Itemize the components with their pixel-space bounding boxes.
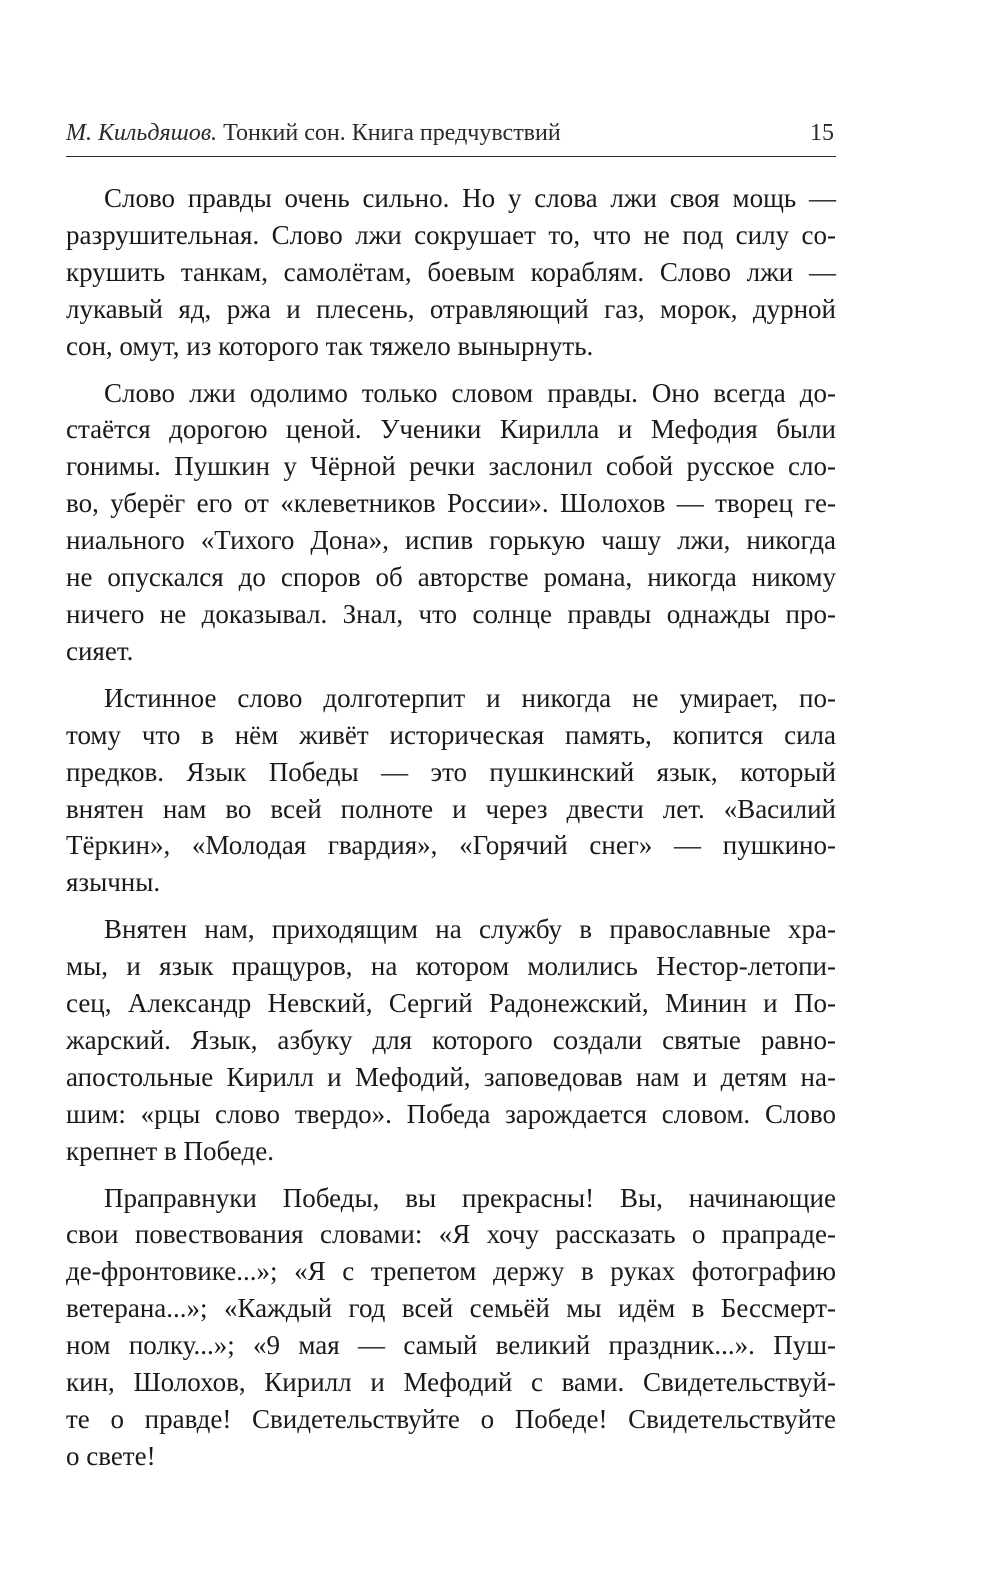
text-line: не опускался до споров об авторстве романа, никогда никому xyxy=(66,562,836,593)
text-line: крушить танкам, самолётам, боевым кораблям. Слово лжи — xyxy=(66,256,836,287)
text-line: сон, омут, из которого так тяжело вынырнуть. xyxy=(66,330,594,361)
running-head-author: М. Кильдяшов. xyxy=(66,120,218,146)
text-line: мы, и язык пращуров, на котором молились Нестор-летопи- xyxy=(66,951,836,982)
text-line: гонимы. Пушкин у Чёрной речки заслонил собой русское сло- xyxy=(66,451,836,482)
text-line: ниального «Тихого Дона», испив горькую чашу лжи, никогда xyxy=(66,525,836,556)
page-number: 15 xyxy=(810,120,834,146)
text-line: разрушительная. Слово лжи сокрушает то, что не под силу со- xyxy=(66,219,836,250)
text-line: де-фронтовике...»; «Я с трепетом держу в руках фотографию xyxy=(66,1256,836,1287)
text-line: Слово лжи одолимо только словом правды. Оно всегда до- xyxy=(104,377,836,408)
text-line: апостольные Кирилл и Мефодий, заповедовав нам и детям на- xyxy=(66,1061,836,1092)
text-line: кин, Шолохов, Кирилл и Мефодий с вами. Свидетельствуй- xyxy=(66,1367,836,1398)
running-head xyxy=(66,116,836,157)
text-line: ном полку...»; «9 мая — самый великий праздник...». Пуш- xyxy=(66,1330,836,1361)
text-line: те о правде! Свидетельствуйте о Победе! Свидетельствуйте xyxy=(66,1404,836,1434)
text-line: крепнет в Победе. xyxy=(66,1135,275,1166)
paragraph xyxy=(66,911,836,1169)
text-line: Праправнуки Победы, вы прекрасны! Вы, начинающие xyxy=(104,1182,836,1213)
paragraph xyxy=(66,375,836,670)
text-line: Тёркин», «Молодая гвардия», «Горячий снег» — пушкино- xyxy=(66,830,836,861)
text-line: предков. Язык Победы — это пушкинский язык, который xyxy=(66,756,836,787)
text-line: о свете! xyxy=(66,1440,156,1471)
text-line: лукавый яд, ржа и плесень, отравляющий газ, морок, дурной xyxy=(66,293,836,324)
text-line: стаётся дорогою ценой. Ученики Кирилла и Мефодия были xyxy=(66,414,836,445)
paragraph xyxy=(66,180,836,365)
text-line: Слово правды очень сильно. Но у слова лжи своя мощь — xyxy=(104,183,836,213)
text-line: сияет. xyxy=(66,635,134,666)
text-line: ветерана...»; «Каждый год всей семьёй мы идём в Бессмерт- xyxy=(66,1293,836,1324)
paragraph xyxy=(66,1180,836,1475)
text-line: Внятен нам, приходящим на службу в православные хра- xyxy=(104,914,836,945)
text-line: внятен нам во всей полноте и через двести лет. «Василий xyxy=(66,793,836,824)
text-line: ничего не доказывал. Знал, что солнце правды однажды про- xyxy=(66,598,836,629)
body-text xyxy=(66,180,836,1485)
text-line: во, уберёг его от «клеветников России». Шолохов — творец ге- xyxy=(66,488,836,519)
running-head-title: Тонкий сон. Книга предчувствий xyxy=(223,120,561,146)
text-line: свои повествования словами: «Я хочу рассказать о прапраде- xyxy=(66,1219,836,1250)
text-line: шим: «рцы слово твердо». Победа зарождается словом. Слово xyxy=(66,1098,836,1129)
text-line: сец, Александр Невский, Сергий Радонежский, Минин и По- xyxy=(66,988,836,1019)
text-line: жарский. Язык, азбуку для которого создали святые равно- xyxy=(66,1024,836,1055)
text-line: язычны. xyxy=(66,867,161,898)
paragraph xyxy=(66,680,836,901)
text-line: Истинное слово долготерпит и никогда не умирает, по- xyxy=(104,682,836,713)
text-line: тому что в нём живёт историческая память, копится сила xyxy=(66,719,836,750)
